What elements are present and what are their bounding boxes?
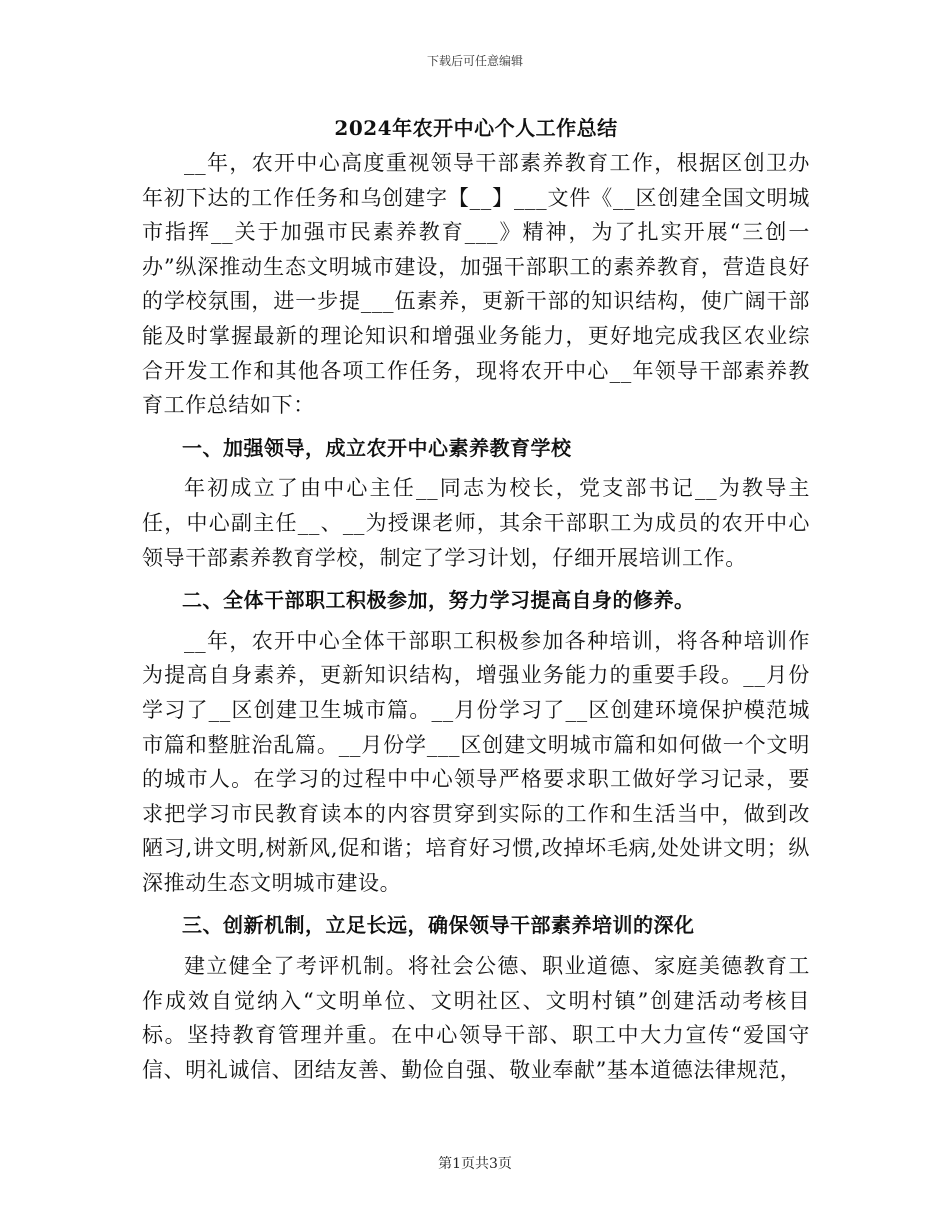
intro-paragraph: __年，农开中心高度重视领导干部素养教育工作，根据区创卫办年初下达的工作任务和乌创建字【__】___文件《__区创建全国文明城市指挥__关于加强市民素养教育___》精神，为了扎实开展“三创一办”纵深推动生态文明城市建设，加强干部职工的素养教育，营造良好的学校氛围，进一步提___伍素养，更新干部的知识结构，使广阔干部能及时掌握最新的理论知识和增强业务能力，更好地完成我区农业综合开发工作和其他各项工作任务，现将农开中心__年领导干部素养教育工作总结如下： [142, 151, 810, 418]
page-header-note: 下载后可任意编辑 [426, 54, 523, 68]
section-body-1: 年初成立了由中心主任__同志为校长，党支部书记__为教导主任，中心副主任__、__为授课老师，其余干部职工为成员的农开中心领导干部素养教育学校，制定了学习计划，仔细开展培训工作。 [142, 476, 810, 570]
document-body [142, 110, 810, 1087]
document-title: 2024年农开中心个人工作总结 [334, 116, 618, 140]
section-heading-2: 二、全体干部职工积极参加，努力学习提高自身的修养。 [182, 588, 695, 613]
section-heading-1: 一、加强领导，成立农开中心素养教育学校 [182, 435, 572, 460]
section-heading-3: 三、创新机制，立足长远，确保领导干部素养培训的深化 [182, 913, 695, 938]
page-number: 第1页共3页 [438, 1156, 512, 1172]
section-body-2: __年，农开中心全体干部职工积极参加各种培训，将各种培训作为提高自身素养，更新知识结构，增强业务能力的重要手段。__月份学习了__区创建卫生城市篇。__月份学习了__区创建环境保护模范城市篇和整脏治乱篇。__月份学___区创建文明城市篇和如何做一个文明的城市人。在学习的过程中中心领导严格要求职工做好学习记录，要求把学习市民教育读本的内容贯穿到实际的工作和生活当中，做到改陋习,讲文明,树新风,促和谐；培育好习惯,改掉坏毛病,处处讲文明；纵深推动生态文明城市建设。 [142, 628, 810, 895]
section-body-3: 建立健全了考评机制。将社会公德、职业道德、家庭美德教育工作成效自觉纳入“文明单位、文明社区、文明村镇”创建活动考核目标。坚持教育管理并重。在中心领导干部、职工中大力宣传“爱国守信、明礼诚信、团结友善、勤俭自强、敬业奉献”基本道德法律规范， [142, 954, 810, 1082]
